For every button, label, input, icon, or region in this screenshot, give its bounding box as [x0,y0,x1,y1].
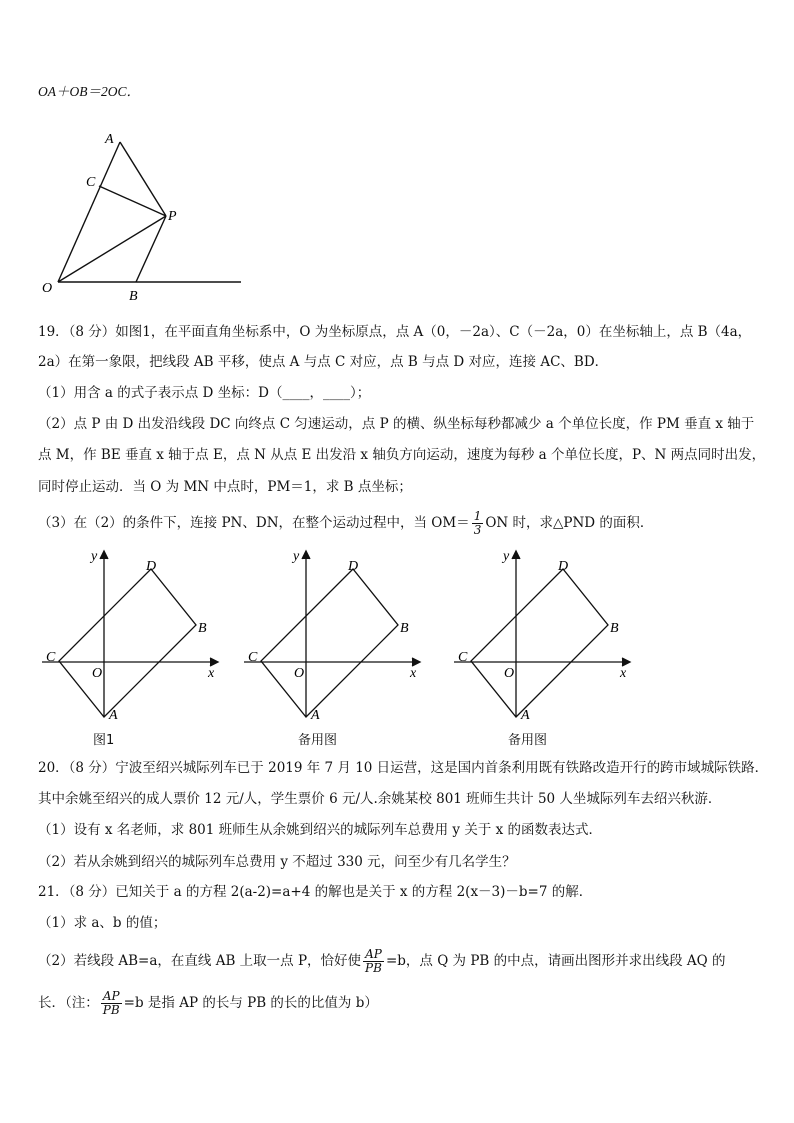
label-o: O [42,281,53,296]
label-a: A [521,708,530,723]
axis-y: y [91,549,98,564]
label-b: B [400,621,409,636]
q21-line-1: 21．（8 分）已知关于 a 的方程 2(a-2)=a+4 的解也是关于 x 的方程 2(x－3)－b=7 的解． [38,884,593,900]
fraction-ap-pb-note: $\frac{AP}{PB}$ [102,989,120,1017]
q19-line-1: 19．（8 分）如图1，在平面直角坐标系中，O 为坐标原点，点 A（0，－2a）、C（－2a，0）在坐标轴上，点 B（4a， [38,324,752,340]
q20-line-2: 其中余姚至绍兴的成人票价 12 元/人，学生票价 6 元/人.余姚某校 801 班师生共计 50 人坐城际列车去绍兴秋游． [38,791,722,807]
label-b: B [610,621,619,636]
q20-line-1: 20．（8 分）宁波至绍兴城际列车已于 2019 年 7 月 10 日运营，这是国内首条利用既有铁路改造开行的跨市域城际铁路． [38,760,769,776]
axis-x: x [410,666,417,681]
coordinate-graph-2 [240,545,430,725]
q20-part2: （2）若从余姚到绍兴的城际列车总费用 y 不超过 330 元，问至少有几名学生？ [38,854,516,870]
caption-spare-1: 备用图 [298,733,338,748]
label-o: O [92,666,103,681]
label-o: O [504,666,515,681]
label-d: D [558,559,569,574]
label-p: P [168,209,177,224]
label-d: D [348,559,359,574]
q19-part2-line-2: 点 M，作 BE 垂直 x 轴于点 E，点 N 从点 E 出发沿 x 轴负方向运动，速度为每秒 a 个单位长度，P、N 两点同时出发， [38,447,766,463]
label-b: B [198,621,207,636]
q21-part2-text-a: （2）若线段 AB=a，在直线 AB 上取一点 P，恰好使 [38,953,362,969]
caption-spare-2: 备用图 [508,733,548,748]
q19-part3 [38,510,653,537]
label-c: C [46,650,56,665]
label-b: B [129,289,138,304]
label-a: A [109,708,118,723]
label-a: A [105,132,114,147]
axis-y: y [293,549,300,564]
q21-note-text-a: 长．（注： [38,995,99,1011]
coordinate-graph-1 [38,545,228,725]
q19-part1: （1）用含 a 的式子表示点 D 坐标：D（____，____）； [38,385,371,401]
q21-part2-line-1 [38,948,726,975]
coordinate-graph-3 [450,545,640,725]
caption-fig1: 图1 [93,733,115,748]
label-o: O [294,666,305,681]
q20-part1: （1）设有 x 名老师，求 801 班师生从余姚到绍兴的城际列车总费用 y 关于 x 的函数表达式． [38,822,603,838]
axis-x: x [208,666,215,681]
q19-part2-line-1: （2）点 P 由 D 出发沿线段 DC 向终点 C 匀速运动，点 P 的横、纵坐标每秒都减少 a 个单位长度，作 PM 垂直 x 轴于 [38,416,755,432]
q21-part2-text-b: =b，点 Q 为 PB 的中点，请画出图形并求出线段 AQ 的 [385,953,726,969]
label-d: D [146,559,157,574]
geometry-figure [36,124,251,304]
q19-part2-line-3: 同时停止运动．当 O 为 MN 中点时，PM＝1，求 B 点坐标； [38,479,412,495]
top-equation: OA＋OB＝2OC． [38,84,140,99]
label-c: C [248,650,258,665]
q21-part1: （1）求 a、b 的值； [38,915,167,931]
q19-part3-text-b: ON 时，求△PND 的面积． [485,515,654,531]
label-a: A [311,708,320,723]
axis-x: x [620,666,627,681]
q19-part3-text-a: （3）在（2）的条件下，连接 PN、DN，在整个运动过程中，当 OM＝ [38,515,470,531]
fraction-one-third: $\frac{1}{3}$ [473,509,482,537]
q19-line-2: 2a）在第一象限，把线段 AB 平移，使点 A 与点 C 对应，点 B 与点 D 对应，连接 AC、BD． [38,354,609,370]
label-c: C [458,650,468,665]
fraction-ap-pb: $\frac{AP}{PB}$ [365,947,382,975]
q21-note-text-b: =b 是指 AP 的长与 PB 的长的比值为 b） [123,995,378,1011]
label-c: C [86,175,96,190]
q21-part2-line-2 [38,990,378,1017]
axis-y: y [503,549,510,564]
